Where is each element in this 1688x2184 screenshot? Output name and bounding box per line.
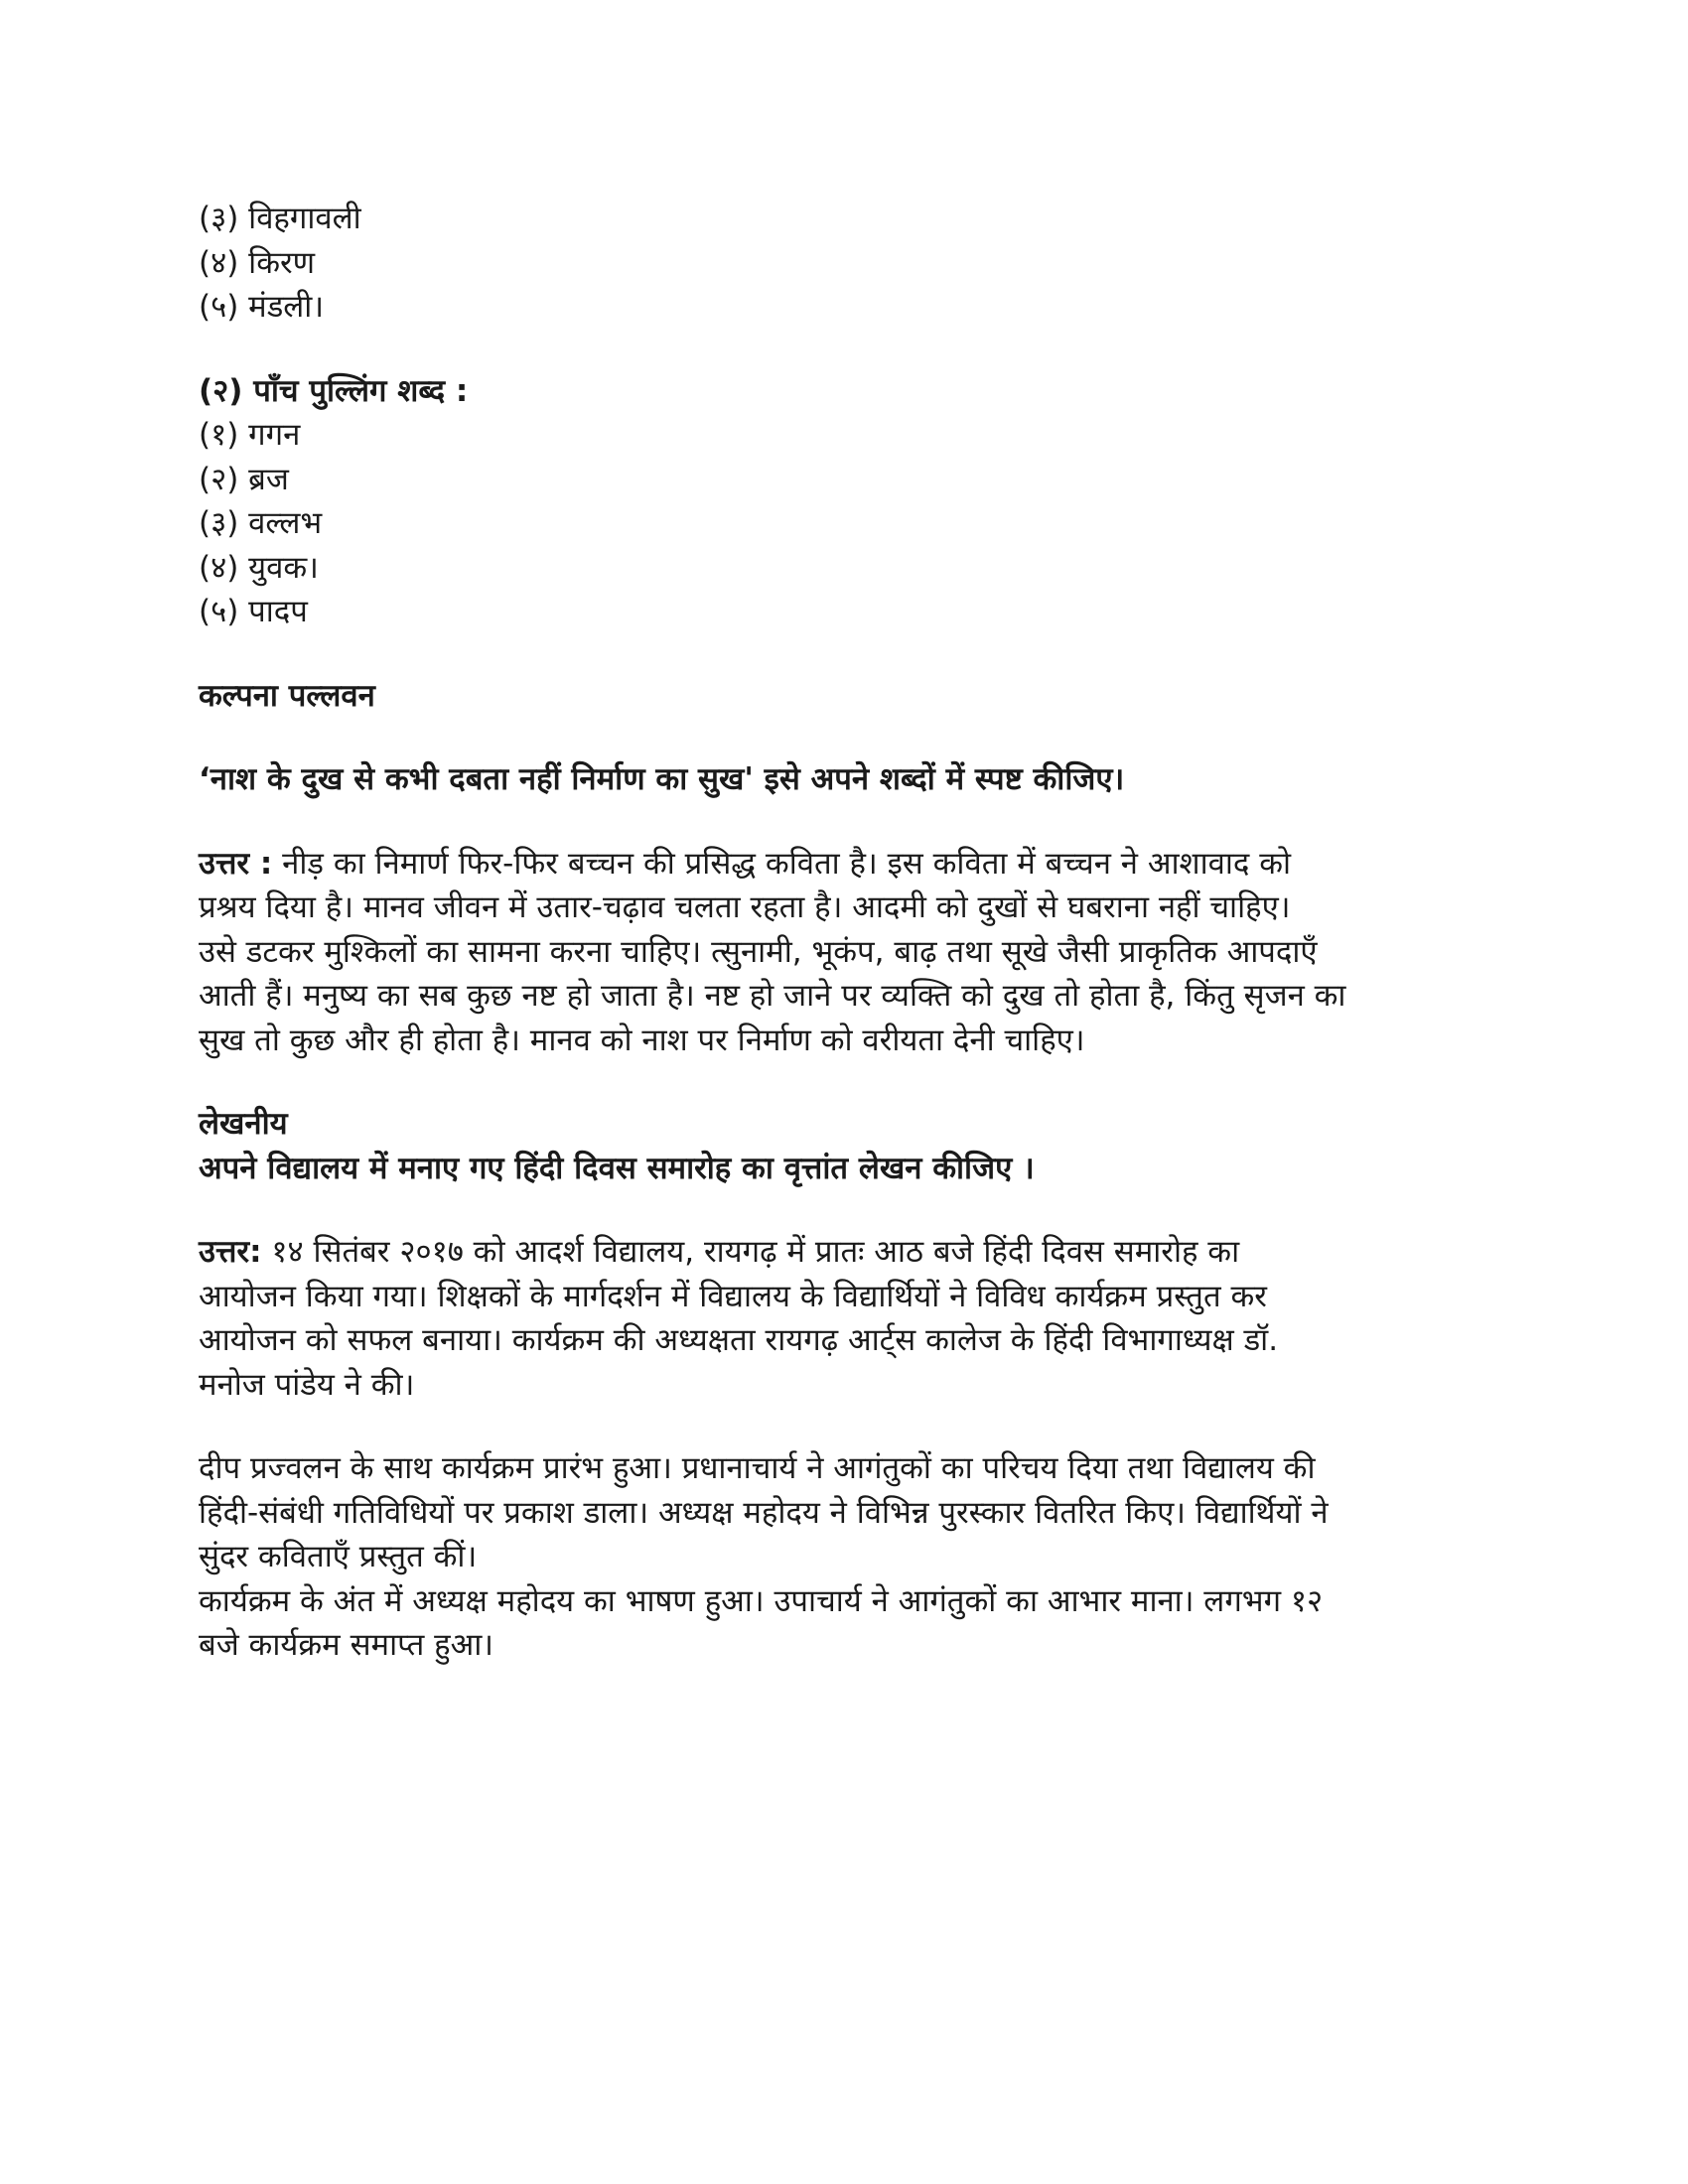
- answer-line: हिंदी-संबंधी गतिविधियों पर प्रकाश डाला। अध्यक्ष महोदय ने विभिन्न पुरस्कार वितरित किए। विद्यार्थियों ने: [199, 1494, 1329, 1531]
- answer-line: १४ सितंबर २०१७ को आदर्श विद्यालय, रायगढ़ में प्रातः आठ बजे हिंदी दिवस समारोह का: [271, 1234, 1240, 1270]
- answer-line: उसे डटकर मुश्किलों का सामना करना चाहिए। त्सुनामी, भूकंप, बाढ़ तथा सूखे जैसी प्राकृतिक आपदाएँ: [199, 933, 1318, 970]
- lekhaniya-section: [199, 1102, 1489, 1668]
- section-question: अपने विद्यालय में मनाए गए हिंदी दिवस समारोह का वृत्तांत लेखन कीजिए ।: [199, 1150, 1035, 1186]
- answer-line: कार्यक्रम के अंत में अध्यक्ष महोदय का भाषण हुआ। उपाचार्य ने आगंतुकों का आभार माना। लगभग १२: [199, 1582, 1324, 1619]
- list-item: (३) वल्लभ: [199, 505, 323, 541]
- answer-line: आयोजन को सफल बनाया। कार्यक्रम की अध्यक्षता रायगढ़ आर्ट्स कालेज के हिंदी विभागाध्यक्ष डॉ.: [199, 1322, 1279, 1358]
- answer-paragraph: [199, 1230, 1489, 1407]
- list-item: (४) किरण: [199, 244, 316, 281]
- list-heading: (२) पाँच पुल्लिंग शब्द :: [199, 372, 469, 409]
- answer-line: सुख तो कुछ और ही होता है। मानव को नाश पर निर्माण को वरीयता देनी चाहिए।: [199, 1022, 1085, 1058]
- list-item: (३) विहगावली: [199, 201, 361, 236]
- feminine-words-list-continued: [199, 197, 1489, 330]
- answer-line: प्रश्रय दिया है। मानव जीवन में उतार-चढ़ाव चलता रहता है। आदमी को दुखों से घबराना नहीं चाहिए।: [199, 889, 1291, 925]
- answer-label: उत्तर :: [199, 845, 273, 882]
- section-title: कल्पना पल्लवन: [199, 677, 375, 714]
- list-item: (५) मंडली।: [199, 289, 325, 325]
- answer-line: मनोज पांडेय ने की।: [199, 1366, 415, 1403]
- answer-paragraph-2: [199, 1446, 1489, 1668]
- answer-line: आती हैं। मनुष्य का सब कुछ नष्ट हो जाता है। नष्ट हो जाने पर व्यक्ति को दुख तो होता है, किंतु सृजन का: [199, 978, 1346, 1014]
- answer-line: सुंदर कविताएँ प्रस्तुत कीं।: [199, 1539, 478, 1574]
- section-question: ‘नाश के दुख से कभी दबता नहीं निर्माण का सुख' इसे अपने शब्दों में स्पष्ट कीजिए।: [199, 761, 1125, 797]
- section-title: लेखनीय: [199, 1106, 288, 1142]
- kalpana-pallavan-section: [199, 674, 1489, 1063]
- list-item: (४) युवक।: [199, 549, 319, 586]
- answer-label: उत्तर:: [199, 1234, 262, 1270]
- answer-line: बजे कार्यक्रम समाप्त हुआ।: [199, 1627, 494, 1663]
- answer-line: आयोजन किया गया। शिक्षकों के मार्गदर्शन में विद्यालय के विद्यार्थियों ने विविध कार्यक्रम प्रस्तुत कर: [199, 1278, 1267, 1314]
- answer-line: नीड़ का निमार्ण फिर-फिर बच्चन की प्रसिद्ध कविता है। इस कविता में बच्चन ने आशावाद को: [282, 845, 1292, 882]
- answer-line: दीप प्रज्वलन के साथ कार्यक्रम प्रारंभ हुआ। प्रधानाचार्य ने आगंतुकों का परिचय दिया तथा विद्यालय की: [199, 1450, 1316, 1486]
- list-item: (५) पादप: [199, 594, 308, 629]
- list-item: (२) ब्रज: [199, 461, 289, 497]
- masculine-words-list: [199, 369, 1489, 634]
- answer-paragraph: [199, 842, 1489, 1063]
- document-page: [199, 197, 1489, 1668]
- list-item: (१) गगन: [199, 417, 301, 453]
